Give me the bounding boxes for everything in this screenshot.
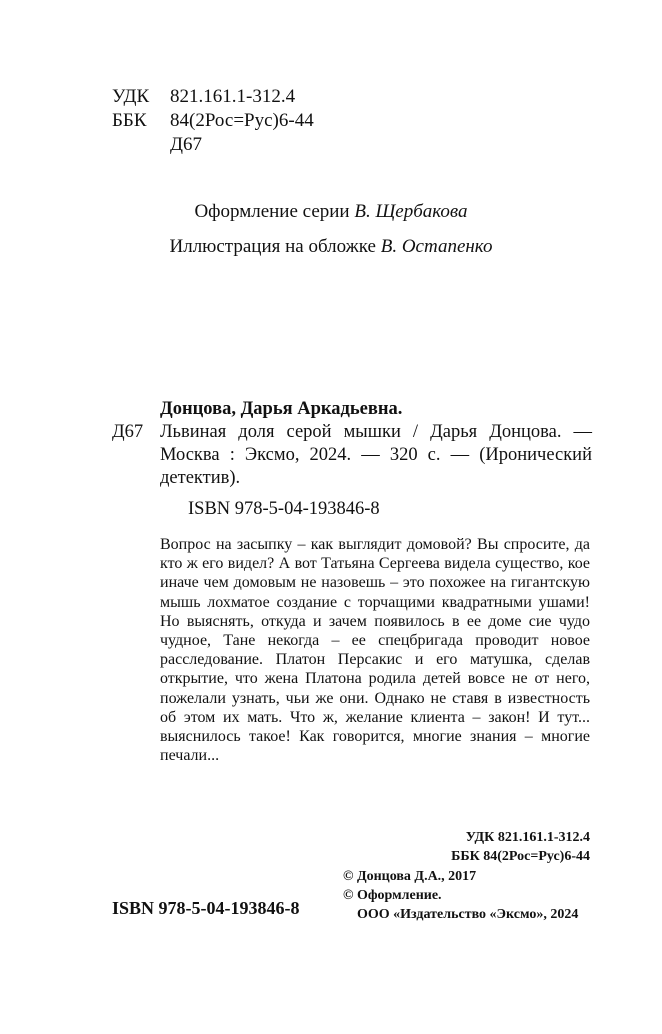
annotation-text: Вопрос на засыпку – как выглядит домовой? Вы спросите, да кто ж его видел? А вот Татьяна Сергеева видела существо, кое иначе чем домовым не назовешь – это похожее на гигантскую мышь лохматое создание с торчащими квадратными ушами! Но выяснять, откуда и зачем появилось в ее доме сие чудо чудное, Тане некогда – ее спецбригада проводит новое расследование. Платон Персакис и его матушка, сделав открытие, что жена Платона родила детей вовсе не от него, пожелали узнать, чьи же они. Однако не ставя в известность об этом их мать. Что ж, желание клиента – закон! И тут... выяснилось такое! Как говорится, многие знания – многие печали... xyxy=(160,536,590,765)
bbk-value: 84(2Рос=Рус)6-44 xyxy=(170,110,314,131)
copyright-line-2: © Оформление. xyxy=(343,888,442,903)
series-design-credit xyxy=(0,201,662,223)
bottom-bbk: ББК 84(2Рос=Рус)6-44 xyxy=(451,849,590,864)
series-design-label: Оформление серии xyxy=(194,201,350,222)
isbn-bottom: ISBN 978-5-04-193846-8 xyxy=(112,898,300,918)
catalog-author: Донцова, Дарья Аркадьевна. xyxy=(160,399,403,419)
bbk-label: ББК xyxy=(112,110,147,131)
udk-value: 821.161.1-312.4 xyxy=(170,86,296,107)
copyright-line-1: © Донцова Д.А., 2017 xyxy=(343,869,477,884)
bottom-udk: УДК 821.161.1-312.4 xyxy=(465,830,590,845)
cover-illustration-name: В. Остапенко xyxy=(380,236,493,257)
top-classification-codes xyxy=(112,85,314,157)
catalog-code: Д67 xyxy=(112,422,144,442)
cover-illustration-label: Иллюстрация на обложке xyxy=(169,236,376,257)
catalog-card xyxy=(112,398,592,490)
series-design-name: В. Щербакова xyxy=(354,201,468,222)
udk-label: УДК xyxy=(112,86,150,107)
catalog-description: Львиная доля серой мышки / Дарья Донцова. — Москва : Эксмо, 2024. — 320 с. — (Иронический детектив). xyxy=(160,422,592,488)
bottom-classification-codes xyxy=(451,828,590,866)
catalog-isbn: ISBN 978-5-04-193846-8 xyxy=(188,499,380,519)
author-mark: Д67 xyxy=(170,134,202,155)
cover-illustration-credit xyxy=(0,236,662,258)
copyright-line-3: ООО «Издательство «Эксмо», 2024 xyxy=(357,907,579,922)
copyright-block xyxy=(343,867,578,924)
